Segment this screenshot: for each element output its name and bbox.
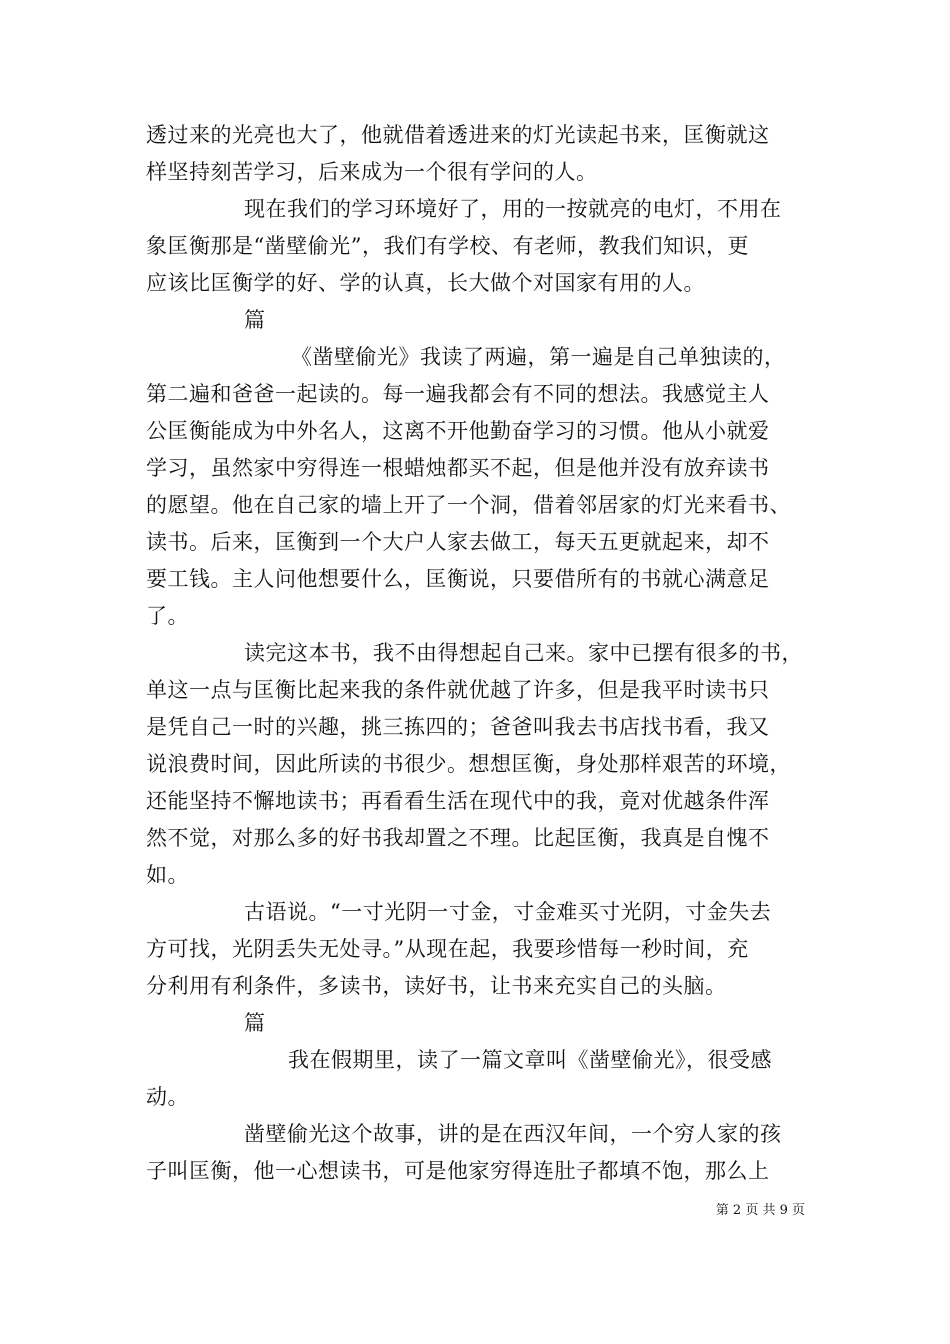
text-line: 古语说。“一寸光阴一寸金，寸金难买寸光阴，寸金失去 bbox=[244, 900, 772, 924]
text-line: 如。 bbox=[146, 863, 189, 887]
text-line: 凿壁偷光这个故事，讲的是在西汉年间，一个穷人家的孩 bbox=[244, 1122, 782, 1146]
text-line: 要工钱。主人问他想要什么，匡衡说，只要借所有的书就心满意足 bbox=[146, 567, 770, 591]
text-line: 公匡衡能成为中外名人，这离不开他勤奋学习的习惯。他从小就爱 bbox=[146, 419, 770, 443]
text-line: 现在我们的学习环境好了，用的一按就亮的电灯，不用在 bbox=[244, 197, 782, 221]
text-line: 应该比匡衡学的好、学的认真，长大做个对国家有用的人。 bbox=[146, 271, 705, 295]
text-line: 象匡衡那是“凿壁偷光”，我们有学校、有老师，教我们知识，更 bbox=[146, 234, 749, 258]
text-line: 第二遍和爸爸一起读的。每一遍我都会有不同的想法。我感觉主人 bbox=[146, 382, 770, 406]
text-line: 说浪费时间，因此所读的书很少。想想匡衡，身处那样艰苦的环境， bbox=[146, 752, 791, 776]
text-line: 了。 bbox=[146, 604, 189, 628]
text-line: 《凿壁偷光》我读了两遍，第一遍是自己单独读的， bbox=[291, 345, 786, 369]
text-line: 动。 bbox=[146, 1085, 189, 1109]
text-line: 样坚持刻苦学习，后来成为一个很有学问的人。 bbox=[146, 160, 598, 184]
text-line: 篇 bbox=[244, 308, 266, 332]
text-line: 的愿望。他在自己家的墙上开了一个洞，借着邻居家的灯光来看书、 bbox=[146, 493, 791, 517]
text-line: 透过来的光亮也大了，他就借着透进来的灯光读起书来，匡衡就这 bbox=[146, 123, 770, 147]
body-text bbox=[146, 117, 806, 1190]
text-line: 我在假期里，读了一篇文章叫《凿壁偷光》，很受感 bbox=[288, 1048, 772, 1072]
text-line: 方可找，光阴丢失无处寻。”从现在起，我要珍惜每一秒时间，充 bbox=[146, 937, 749, 961]
text-line: 还能坚持不懈地读书；再看看生活在现代中的我，竟对优越条件浑 bbox=[146, 789, 770, 813]
text-line: 子叫匡衡，他一心想读书，可是他家穷得连肚子都填不饱，那么上 bbox=[146, 1159, 770, 1183]
text-line: 篇 bbox=[244, 1011, 266, 1035]
text-line: 是凭自己一时的兴趣，挑三拣四的；爸爸叫我去书店找书看，我又 bbox=[146, 715, 770, 739]
text-line: 单这一点与匡衡比起来我的条件就优越了许多，但是我平时读书只 bbox=[146, 678, 770, 702]
text-line: 读书。后来，匡衡到一个大户人家去做工，每天五更就起来，却不 bbox=[146, 530, 770, 554]
page-number: 第 2 页 共 9 页 bbox=[715, 1203, 805, 1218]
text-line: 分利用有利条件，多读书，读好书，让书来充实自己的头脑。 bbox=[146, 974, 727, 998]
text-line: 然不觉，对那么多的好书我却置之不理。比起匡衡，我真是自愧不 bbox=[146, 826, 770, 850]
text-line: 读完这本书，我不由得想起自己来。家中已摆有很多的书， bbox=[244, 641, 803, 665]
text-line: 学习，虽然家中穷得连一根蜡烛都买不起，但是他并没有放弃读书 bbox=[146, 456, 770, 480]
